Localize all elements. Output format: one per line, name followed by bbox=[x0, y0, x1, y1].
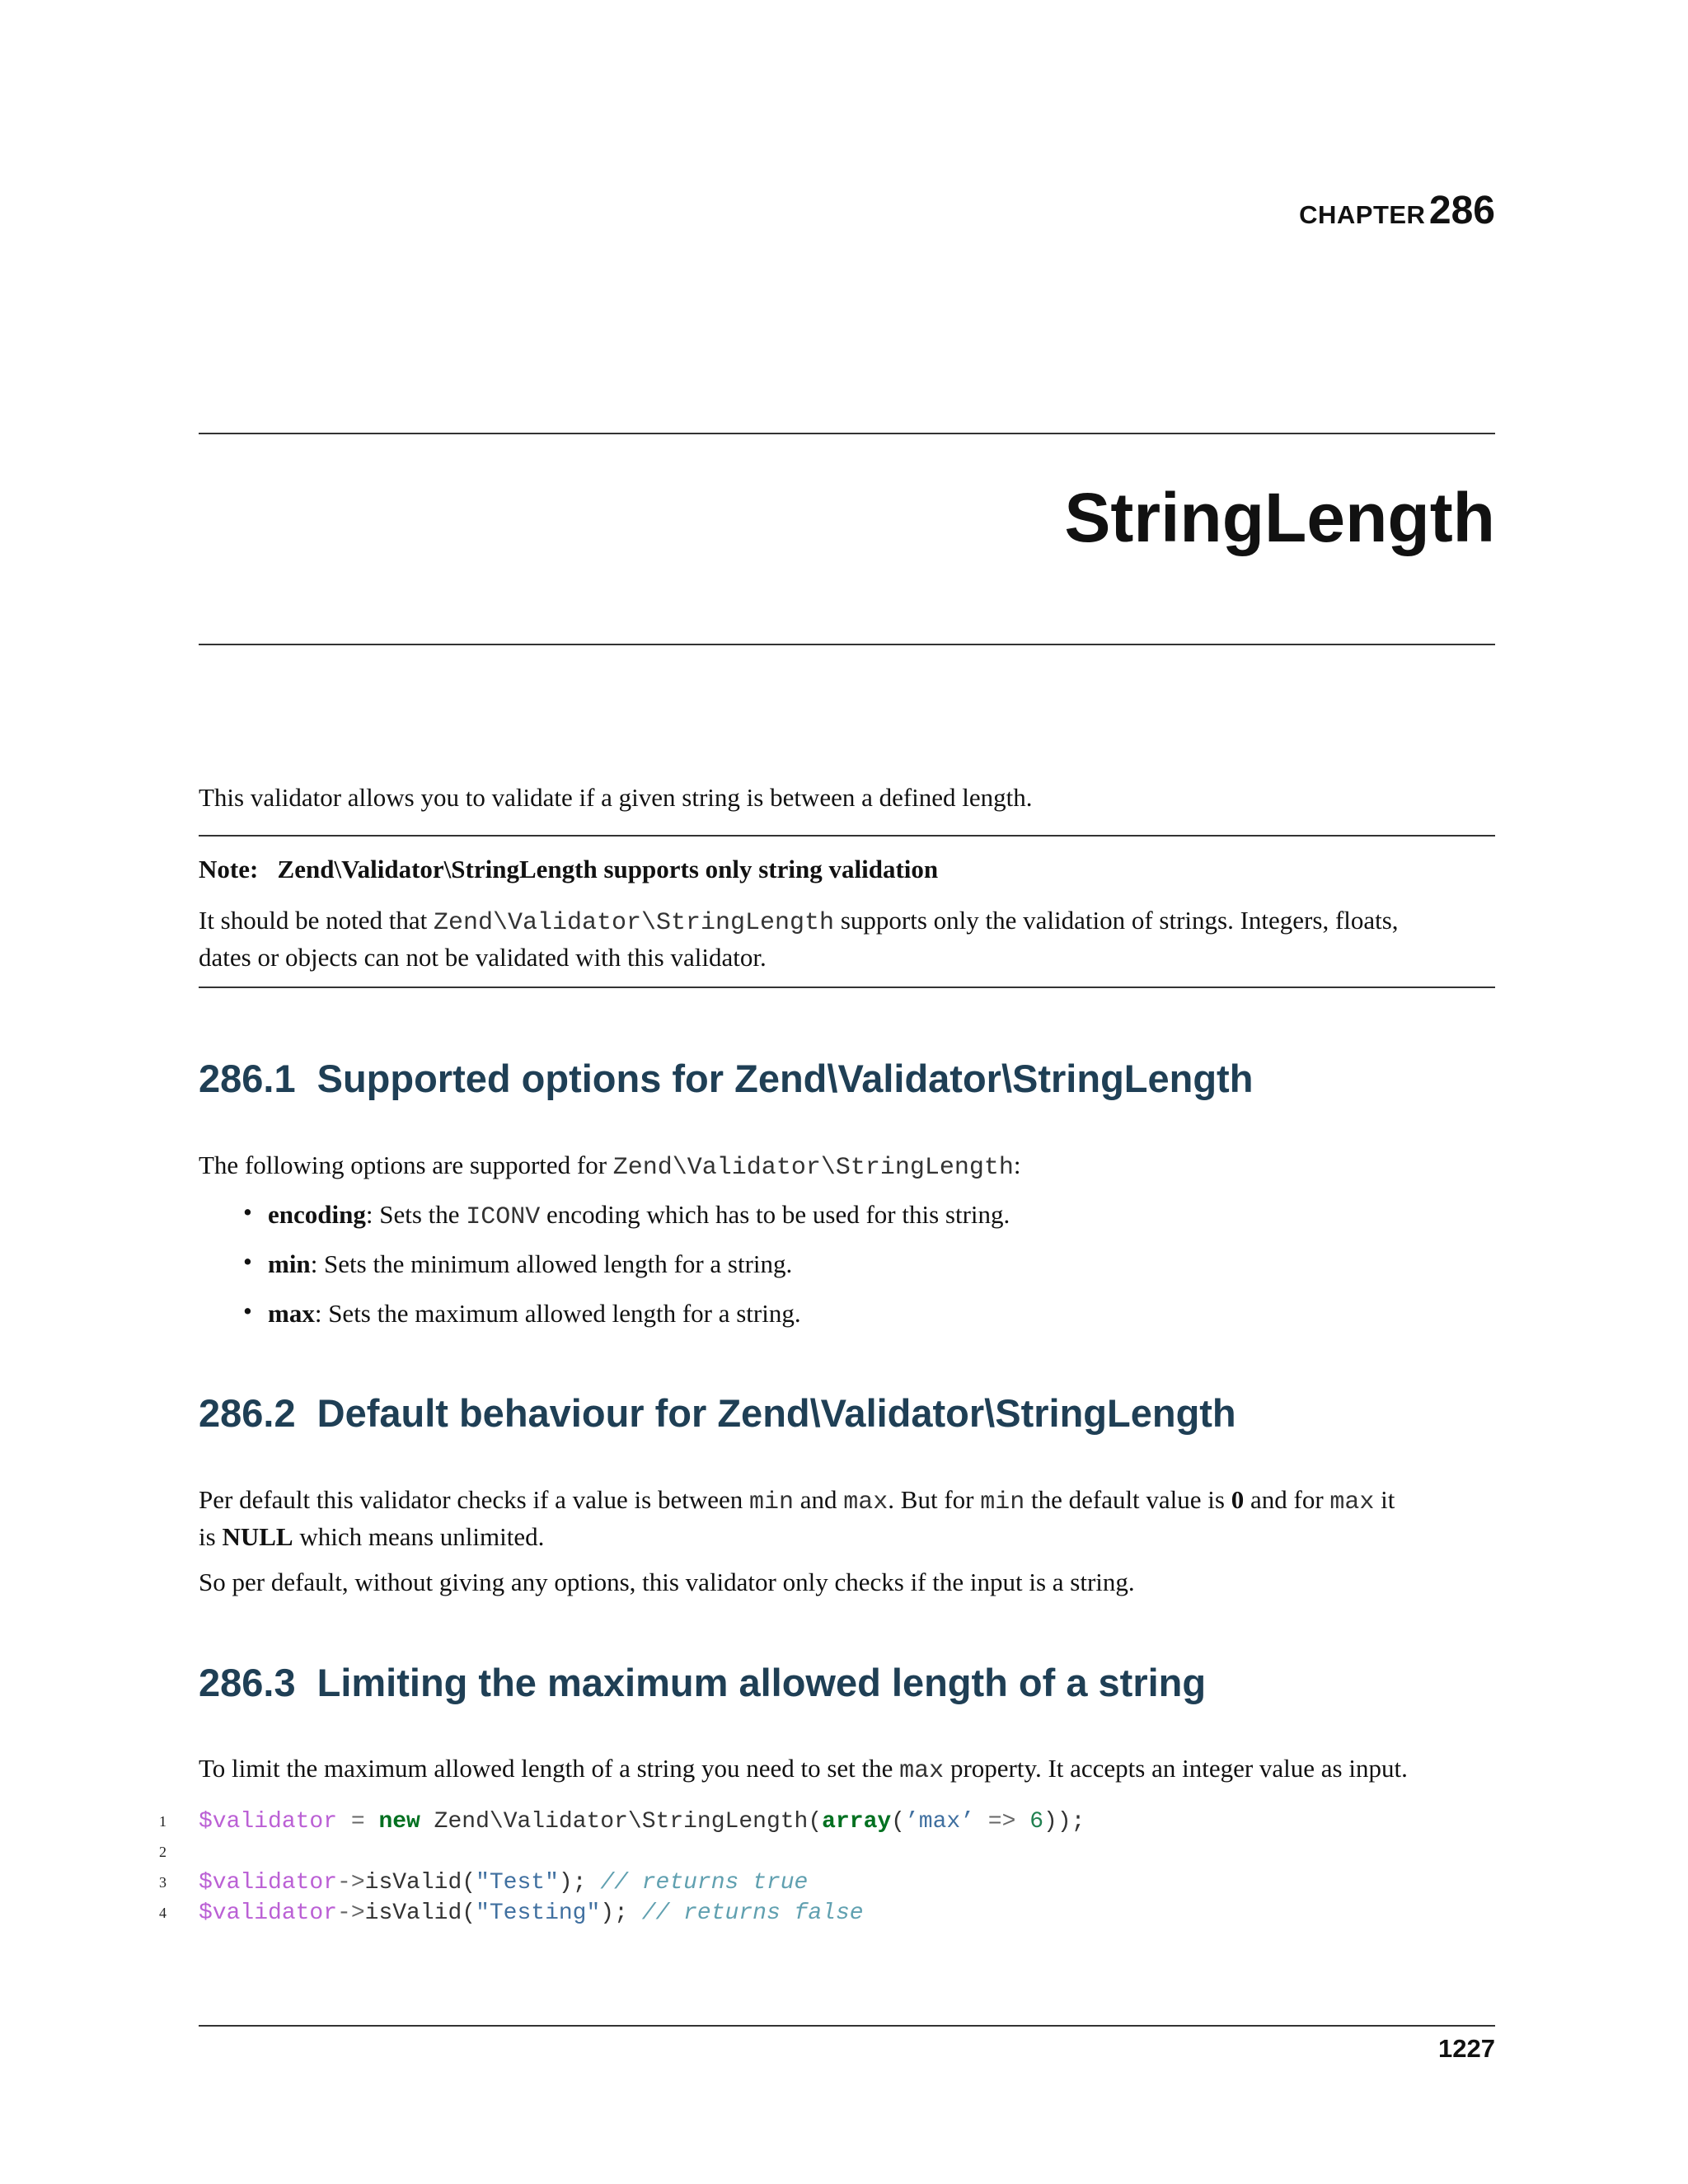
section-heading-286-2: 286.2 Default behaviour for Zend\Validator\StringLength bbox=[199, 1391, 1236, 1435]
bullet-marker: • bbox=[243, 1197, 252, 1226]
title-top-rule bbox=[199, 433, 1495, 434]
note-heading: Zend\Validator\StringLength supports only string validation bbox=[277, 855, 939, 883]
note-label: Note: bbox=[199, 855, 259, 883]
list-item: min: Sets the minimum allowed length for a string. bbox=[268, 1249, 793, 1278]
section-heading-286-3: 286.3 Limiting the maximum allowed length of a string bbox=[199, 1661, 1207, 1704]
default-paragraph-2: So per default, without giving any options, this validator only checks if the input is a string. bbox=[199, 1568, 1135, 1596]
chapter-number: 286 bbox=[1428, 189, 1495, 232]
intro-paragraph: This validator allows you to validate if a given string is between a defined length. bbox=[199, 783, 1033, 812]
options-intro: The following options are supported for Zend\Validator\StringLength: bbox=[199, 1151, 1021, 1182]
max-paragraph: To limit the maximum allowed length of a string you need to set the max property. It accepts an integer value as input. bbox=[199, 1754, 1408, 1785]
code-line-1: $validator = new Zend\Validator\StringLength(array(’max’ => 6)); bbox=[199, 1809, 1085, 1835]
section-heading-286-1: 286.1 Supported options for Zend\Validator\StringLength bbox=[199, 1057, 1254, 1100]
line-number: 2 bbox=[159, 1844, 166, 1860]
inline-code: max bbox=[899, 1757, 945, 1785]
chapter-word: CHAPTER bbox=[1299, 200, 1426, 229]
note-title bbox=[199, 855, 938, 884]
note-top-rule bbox=[199, 835, 1495, 837]
note-body: It should be noted that Zend\Validator\StringLength supports only the validation of strings. Integers, floats, dates or objects can not be validated with this validator. bbox=[199, 906, 1399, 972]
title-bottom-rule bbox=[199, 644, 1495, 645]
bullet-marker: • bbox=[243, 1296, 252, 1325]
chapter-label bbox=[1299, 188, 1495, 233]
list-item: encoding: Sets the ICONV encoding which has to be used for this string. bbox=[268, 1200, 1010, 1231]
line-number: 3 bbox=[159, 1874, 166, 1891]
line-number: 1 bbox=[159, 1813, 166, 1830]
inline-code: Zend\Validator\StringLength bbox=[433, 909, 835, 937]
line-number: 4 bbox=[159, 1905, 166, 1921]
inline-code: ICONV bbox=[466, 1203, 541, 1231]
page-title: StringLength bbox=[1064, 479, 1495, 556]
footer-rule bbox=[199, 2025, 1495, 2027]
code-line-4: $validator->isValid("Testing"); // returns false bbox=[199, 1900, 864, 1926]
inline-code: Zend\Validator\StringLength bbox=[612, 1154, 1014, 1182]
note-bottom-rule bbox=[199, 987, 1495, 988]
page-number: 1227 bbox=[1438, 2034, 1495, 2063]
list-item: max: Sets the maximum allowed length for a string. bbox=[268, 1299, 801, 1328]
code-line-3: $validator->isValid("Test"); // returns true bbox=[199, 1870, 809, 1896]
default-paragraph: Per default this validator checks if a value is between min and max. But for min the default value is 0 and for max it is NULL which means unlimited. bbox=[199, 1485, 1395, 1551]
bullet-marker: • bbox=[243, 1247, 252, 1276]
